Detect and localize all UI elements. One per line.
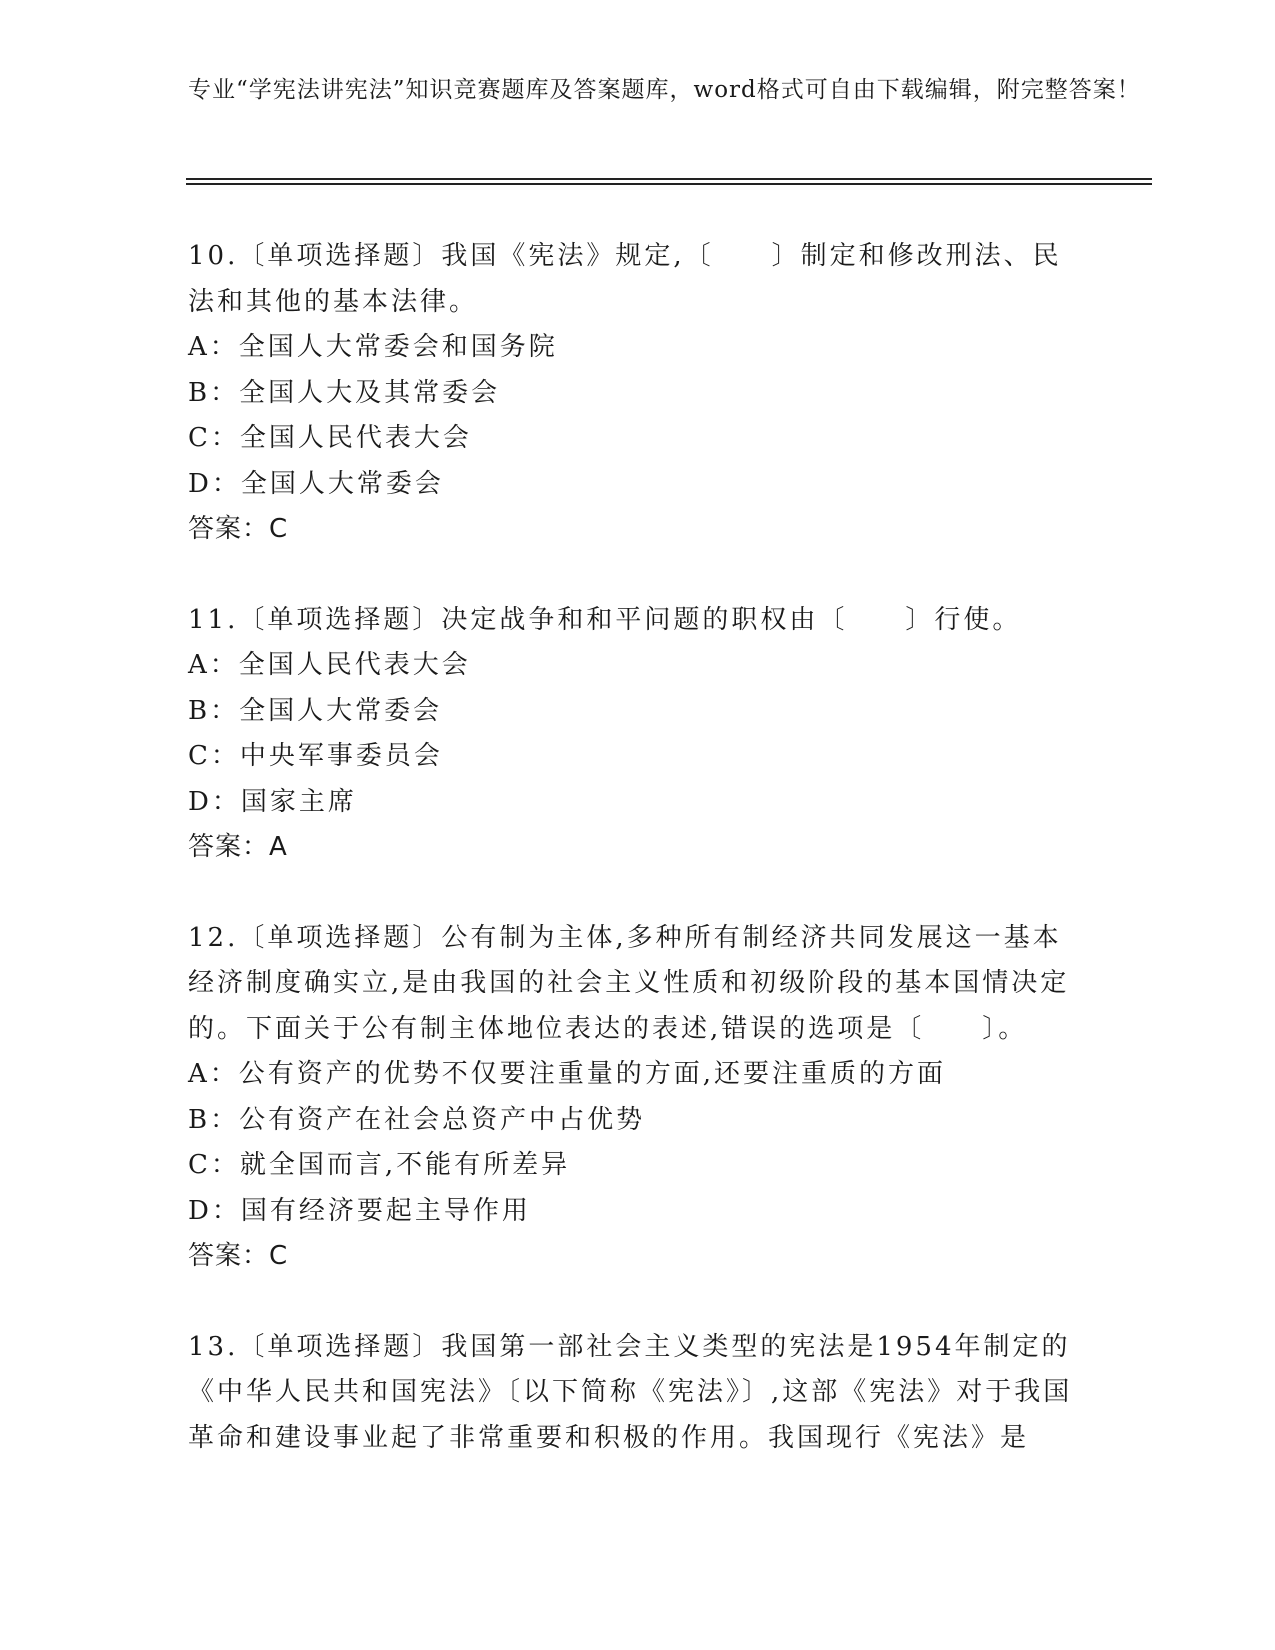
answer: 答案：C [188, 1241, 289, 1271]
question-12 [188, 916, 1088, 1280]
option-d: D：全国人大常委会 [188, 468, 444, 499]
question-list [188, 234, 1088, 1506]
question-stem: 11.〔单项选择题〕决定战争和和平问题的职权由〔 〕行使。 [188, 604, 1022, 635]
question-13 [188, 1325, 1088, 1462]
answer: 答案：C [188, 514, 289, 544]
option-a: A：公有资产的优势不仅要注重量的方面,还要注重质的方面 [188, 1059, 947, 1089]
option-a: A：全国人大常委会和国务院 [188, 332, 558, 362]
option-c: C：中央军事委员会 [188, 741, 443, 771]
option-c: C：全国人民代表大会 [188, 423, 472, 453]
option-a: A：全国人民代表大会 [188, 650, 471, 680]
question-10 [188, 234, 1088, 553]
header-divider-top [186, 178, 1152, 180]
option-b: B：公有资产在社会总资产中占优势 [188, 1104, 646, 1135]
question-stem: 12.〔单项选择题〕公有制为主体,多种所有制经济共同发展这一基本经济制度确实立,是由我国的社会主义性质和初级阶段的基本国情决定的。下面关于公有制主体地位表达的表述,错误的选项是〔 〕。 [188, 922, 1070, 1044]
answer: 答案：A [188, 832, 288, 862]
option-d: D：国有经济要起主导作用 [188, 1195, 531, 1226]
option-d: D：国家主席 [188, 786, 357, 817]
question-stem: 10.〔单项选择题〕我国《宪法》规定,〔 〕制定和修改刑法、民法和其他的基本法律。 [188, 241, 1062, 317]
document-header: 专业“学宪法讲宪法”知识竞赛题库及答案题库，word格式可自由下载编辑，附完整答案！ [188, 77, 1141, 103]
question-stem: 13.〔单项选择题〕我国第一部社会主义类型的宪法是1954年制定的《中华人民共和国宪法》〔以下简称《宪法》〕,这部《宪法》对于我国革命和建设事业起了非常重要和积极的作用。我国现行《宪法》是 [188, 1331, 1073, 1453]
question-11 [188, 598, 1088, 871]
option-c: C：就全国而言,不能有所差异 [188, 1150, 571, 1180]
option-b: B：全国人大及其常委会 [188, 377, 501, 408]
option-b: B：全国人大常委会 [188, 695, 443, 726]
header-divider-bottom [186, 183, 1152, 185]
